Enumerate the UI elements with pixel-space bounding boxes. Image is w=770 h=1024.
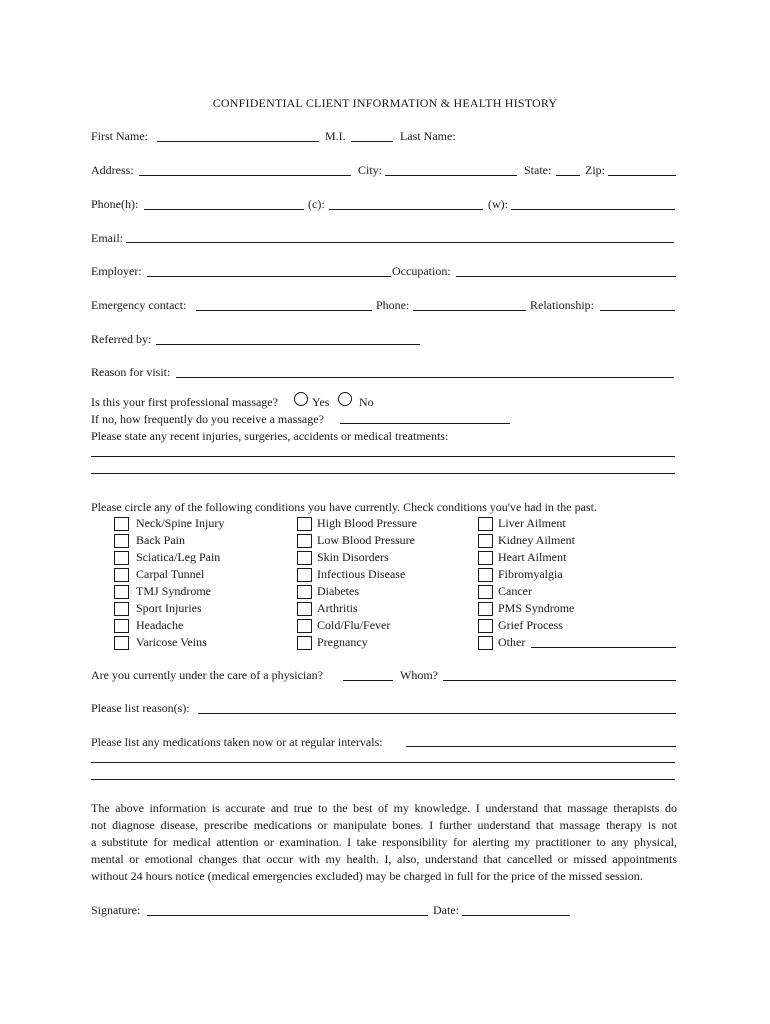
- medications-field-line-2[interactable]: [91, 762, 675, 763]
- condition-label: Infectious Disease: [317, 567, 406, 581]
- condition-checkbox[interactable]: [297, 551, 312, 565]
- condition-label: Grief Process: [498, 618, 563, 632]
- massage-frequency-field[interactable]: [340, 423, 510, 424]
- email-field[interactable]: [126, 242, 674, 243]
- date-field[interactable]: [462, 915, 570, 916]
- disclaimer-line: without 24 hours notice (medical emergencies excluded) may be charged in full for the price of the missed session.: [91, 869, 643, 883]
- state-field[interactable]: [556, 175, 580, 176]
- referred-by-label: Referred by:: [91, 332, 152, 346]
- first-name-field[interactable]: [157, 141, 319, 142]
- condition-label: Varicose Veins: [136, 635, 207, 649]
- condition-label: Kidney Ailment: [498, 533, 575, 547]
- occupation-label: Occupation:: [392, 264, 451, 278]
- condition-checkbox[interactable]: [297, 534, 312, 548]
- zip-field[interactable]: [608, 175, 676, 176]
- condition-checkbox[interactable]: [297, 585, 312, 599]
- condition-label: Heart Ailment: [498, 550, 567, 564]
- reason-for-visit-field[interactable]: [176, 377, 674, 378]
- condition-checkbox[interactable]: [478, 517, 493, 531]
- condition-checkbox[interactable]: [478, 636, 493, 650]
- condition-checkbox[interactable]: [478, 619, 493, 633]
- disclaimer-paragraph: [91, 800, 677, 885]
- city-label: City:: [358, 163, 383, 177]
- condition-checkbox[interactable]: [114, 585, 129, 599]
- medications-field[interactable]: [406, 746, 676, 747]
- mi-label: M.I.: [325, 129, 346, 143]
- whom-field[interactable]: [443, 680, 676, 681]
- condition-label: Sciatica/Leg Pain: [136, 550, 221, 564]
- referred-by-field[interactable]: [156, 344, 420, 345]
- emergency-contact-field[interactable]: [196, 310, 372, 311]
- condition-label: Neck/Spine Injury: [136, 516, 225, 530]
- condition-label: Low Blood Pressure: [317, 533, 415, 547]
- condition-label: Back Pain: [136, 533, 185, 547]
- yes-label: Yes: [312, 395, 330, 409]
- medications-label: Please list any medications taken now or at regular intervals:: [91, 735, 383, 749]
- emergency-phone-label: Phone:: [376, 298, 410, 312]
- phone-home-label: Phone(h):: [91, 197, 139, 211]
- disclaimer-line: a substitute for medical attention or examination. I take responsibility for alerting my practitioner to any physical,: [91, 835, 677, 849]
- condition-checkbox[interactable]: [478, 602, 493, 616]
- injuries-field-line-1[interactable]: [91, 456, 675, 457]
- reasons-field[interactable]: [198, 713, 676, 714]
- condition-checkbox[interactable]: [114, 602, 129, 616]
- condition-label: Other: [498, 635, 526, 649]
- page-title: CONFIDENTIAL CLIENT INFORMATION & HEALTH HISTORY: [212, 96, 558, 110]
- condition-label: Cold/Flu/Fever: [317, 618, 391, 632]
- reasons-label: Please list reason(s):: [91, 701, 190, 715]
- condition-label: Skin Disorders: [317, 550, 389, 564]
- condition-checkbox[interactable]: [114, 636, 129, 650]
- mi-field[interactable]: [351, 141, 393, 142]
- condition-checkbox[interactable]: [297, 602, 312, 616]
- disclaimer-line: not diagnose disease, prescribe medications or manipulate bones. I further understand that massage therapy is not: [91, 818, 677, 832]
- disclaimer-line: The above information is accurate and true to the best of my knowledge. I understand that massage therapists do: [91, 801, 677, 815]
- condition-checkbox[interactable]: [114, 619, 129, 633]
- phone-home-field[interactable]: [144, 209, 304, 210]
- condition-label: Arthritis: [317, 601, 358, 615]
- relationship-label: Relationship:: [530, 298, 594, 312]
- condition-checkbox[interactable]: [478, 568, 493, 582]
- zip-label: Zip:: [585, 163, 605, 177]
- condition-label: TMJ Syndrome: [136, 584, 211, 598]
- signature-label: Signature:: [91, 903, 141, 917]
- yes-radio[interactable]: [294, 392, 308, 406]
- condition-label: Diabetes: [317, 584, 359, 598]
- no-radio[interactable]: [338, 392, 352, 406]
- condition-label: High Blood Pressure: [317, 516, 417, 530]
- phone-work-field[interactable]: [511, 209, 675, 210]
- condition-checkbox[interactable]: [297, 619, 312, 633]
- injuries-field-line-2[interactable]: [91, 473, 675, 474]
- condition-label: Pregnancy: [317, 635, 368, 649]
- injuries-question: Please state any recent injuries, surgeries, accidents or medical treatments:: [91, 429, 449, 443]
- condition-checkbox[interactable]: [114, 568, 129, 582]
- condition-label: PMS Syndrome: [498, 601, 575, 615]
- signature-field[interactable]: [147, 915, 428, 916]
- other-condition-field[interactable]: [531, 647, 676, 648]
- address-label: Address:: [91, 163, 134, 177]
- first-name-label: First Name:: [91, 129, 148, 143]
- condition-checkbox[interactable]: [478, 551, 493, 565]
- phone-cell-field[interactable]: [329, 209, 483, 210]
- physician-field[interactable]: [343, 680, 393, 681]
- condition-label: Sport Injuries: [136, 601, 202, 615]
- disclaimer-line: mental or emotional changes that occur with my health. I, also, understand that cancelled or missed appointments: [91, 852, 677, 866]
- date-label: Date:: [433, 903, 459, 917]
- employer-field[interactable]: [147, 276, 391, 277]
- condition-checkbox[interactable]: [297, 517, 312, 531]
- condition-label: Cancer: [498, 584, 532, 598]
- physician-question: Are you currently under the care of a physician?: [91, 668, 323, 682]
- phone-work-label: (w):: [488, 197, 508, 211]
- condition-checkbox[interactable]: [114, 517, 129, 531]
- condition-label: Carpal Tunnel: [136, 567, 205, 581]
- relationship-field[interactable]: [600, 310, 675, 311]
- condition-checkbox[interactable]: [478, 585, 493, 599]
- condition-checkbox[interactable]: [297, 636, 312, 650]
- condition-label: Fibromyalgia: [498, 567, 563, 581]
- city-field[interactable]: [385, 175, 517, 176]
- employer-label: Employer:: [91, 264, 142, 278]
- massage-frequency-question: If no, how frequently do you receive a massage?: [91, 412, 324, 426]
- condition-checkbox[interactable]: [478, 534, 493, 548]
- last-name-label: Last Name:: [400, 129, 456, 143]
- address-field[interactable]: [139, 175, 351, 176]
- first-massage-question: Is this your first professional massage?: [91, 395, 278, 409]
- email-label: Email:: [91, 231, 123, 245]
- condition-checkbox[interactable]: [114, 534, 129, 548]
- condition-label: Liver Ailment: [498, 516, 566, 530]
- emergency-contact-label: Emergency contact:: [91, 298, 187, 312]
- whom-label: Whom?: [400, 668, 438, 682]
- occupation-field[interactable]: [456, 276, 676, 277]
- condition-checkbox[interactable]: [297, 568, 312, 582]
- condition-checkbox[interactable]: [114, 551, 129, 565]
- emergency-phone-field[interactable]: [413, 310, 526, 311]
- medications-field-line-3[interactable]: [91, 779, 675, 780]
- no-label: No: [359, 395, 374, 409]
- state-label: State:: [524, 163, 552, 177]
- reason-for-visit-label: Reason for visit:: [91, 365, 171, 379]
- condition-label: Headache: [136, 618, 184, 632]
- phone-cell-label: (c):: [308, 197, 325, 211]
- conditions-instruction: Please circle any of the following conditions you have currently. Check conditions you've had in the past.: [91, 500, 597, 514]
